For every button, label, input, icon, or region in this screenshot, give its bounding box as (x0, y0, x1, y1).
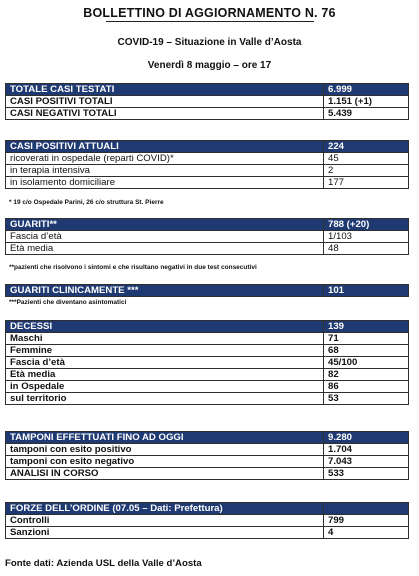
row-label: Fascia d’età (6, 231, 324, 243)
row-value: 7.043 (324, 456, 409, 468)
decessi-table (5, 320, 409, 405)
table-row (6, 333, 409, 345)
row-value: 799 (324, 515, 409, 527)
row-label: in isolamento domiciliare (6, 177, 324, 189)
guariti-table (5, 218, 409, 255)
row-value: 82 (324, 369, 409, 381)
table-row (6, 177, 409, 189)
section-header-label: GUARITI** (6, 219, 324, 231)
section-header-label: GUARITI CLINICAMENTE *** (6, 285, 324, 297)
row-value: 71 (324, 333, 409, 345)
forze-ordine-table (5, 502, 409, 539)
guariti-footnote: **pazienti che risolvono i sintomi e che risultano negativi in due test consecutivi (9, 264, 257, 271)
table-row (6, 165, 409, 177)
row-value: 86 (324, 381, 409, 393)
row-label: Maschi (6, 333, 324, 345)
section-header-label: TOTALE CASI TESTATI (6, 84, 324, 96)
section-header-label: DECESSI (6, 321, 324, 333)
row-label: in Ospedale (6, 381, 324, 393)
totale-casi-table (5, 83, 409, 120)
section-header (6, 503, 409, 515)
table-row (6, 456, 409, 468)
section-header-label: FORZE DELL’ORDINE (07.05 – Dati: Prefettura) (6, 503, 324, 515)
table-row (6, 515, 409, 527)
row-label: Età media (6, 243, 324, 255)
section-header (6, 432, 409, 444)
row-label: sul territorio (6, 393, 324, 405)
section-header-label: TAMPONI EFFETTUATI FINO AD OGGI (6, 432, 324, 444)
table-row (6, 96, 409, 108)
row-label: CASI NEGATIVI TOTALI (6, 108, 324, 120)
guariti-clinicamente-table (5, 284, 409, 297)
row-value: 48 (324, 243, 409, 255)
clinicamente-footnote: ***Pazienti che diventano asintomatici (9, 299, 127, 306)
table-row (6, 381, 409, 393)
section-header-value: 139 (324, 321, 409, 333)
row-value: 1.704 (324, 444, 409, 456)
row-value: 4 (324, 527, 409, 539)
section-header-value: 224 (324, 141, 409, 153)
section-header (6, 285, 409, 297)
row-label: tamponi con esito negativo (6, 456, 324, 468)
bulletin-subtitle: COVID-19 – Situazione in Valle d’Aosta (117, 37, 302, 48)
row-label: Controlli (6, 515, 324, 527)
row-value: 533 (324, 468, 409, 480)
row-value: 177 (324, 177, 409, 189)
row-label: ANALISI IN CORSO (6, 468, 324, 480)
section-header (6, 219, 409, 231)
section-header (6, 141, 409, 153)
table-row (6, 231, 409, 243)
section-header (6, 84, 409, 96)
table-row (6, 153, 409, 165)
row-label: Fascia d’età (6, 357, 324, 369)
row-value: 2 (324, 165, 409, 177)
section-header-value: 6.999 (324, 84, 409, 96)
row-label: Femmine (6, 345, 324, 357)
title-underline (106, 21, 314, 22)
section-header-value (324, 503, 409, 515)
table-row (6, 444, 409, 456)
row-label: ricoverati in ospedale (reparti COVID)* (6, 153, 324, 165)
row-value: 53 (324, 393, 409, 405)
row-value: 45 (324, 153, 409, 165)
table-row (6, 357, 409, 369)
data-source: Fonte dati: Azienda USL della Valle d’Aosta (5, 558, 202, 569)
tamponi-table (5, 431, 409, 480)
row-label: Età media (6, 369, 324, 381)
table-row (6, 393, 409, 405)
casi-positivi-table (5, 140, 409, 189)
row-value: 68 (324, 345, 409, 357)
row-value: 45/100 (324, 357, 409, 369)
section-header-value: 788 (+20) (324, 219, 409, 231)
table-row (6, 345, 409, 357)
section-header-value: 9.280 (324, 432, 409, 444)
section-header-value: 101 (324, 285, 409, 297)
bulletin-date: Venerdì 8 maggio – ore 17 (147, 60, 272, 71)
row-label: in terapia intensiva (6, 165, 324, 177)
bulletin-title: BOLLETTINO DI AGGIORNAMENTO N. 76 (83, 6, 336, 20)
row-value: 1/103 (324, 231, 409, 243)
table-row (6, 527, 409, 539)
row-label: Sanzioni (6, 527, 324, 539)
row-value: 1.151 (+1) (324, 96, 409, 108)
row-label: tamponi con esito positivo (6, 444, 324, 456)
row-label: CASI POSITIVI TOTALI (6, 96, 324, 108)
section-header (6, 321, 409, 333)
table-row (6, 108, 409, 120)
positivi-footnote: * 19 c/o Ospedale Parini, 26 c/o struttura St. Pierre (9, 199, 164, 206)
row-value: 5.439 (324, 108, 409, 120)
table-row (6, 369, 409, 381)
table-row (6, 243, 409, 255)
table-row (6, 468, 409, 480)
section-header-label: CASI POSITIVI ATTUALI (6, 141, 324, 153)
